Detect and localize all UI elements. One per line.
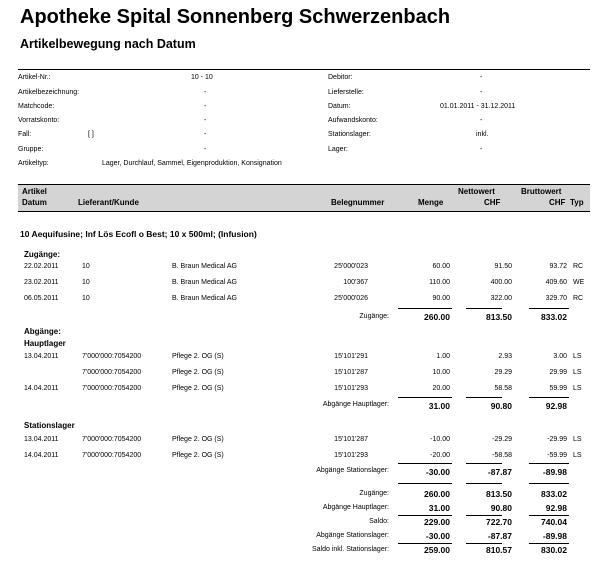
filter-value-artikelbezeichnung: -: [204, 89, 207, 96]
row-nr: 7'000'000:7054200: [82, 385, 142, 392]
total-rule: [529, 397, 569, 398]
row-kunde: B. Braun Medical AG: [172, 295, 237, 302]
row-nr: 7'000'000:7054200: [82, 436, 142, 443]
col-header-belegnummer: Belegnummer: [331, 198, 385, 207]
row-netto: 29.29: [494, 369, 512, 376]
section-stationslager: Stationslager: [24, 421, 75, 430]
total-rule: [398, 308, 452, 309]
summary-label: Abgänge Hauptlager:: [322, 504, 389, 511]
subtotal-brutto: 92.98: [545, 401, 567, 411]
summary-netto: 810.57: [486, 545, 512, 555]
summary-rule: [529, 515, 569, 516]
row-brutto: 29.99: [549, 369, 567, 376]
row-beleg: 15'101'291: [334, 353, 368, 360]
summary-menge: 31.00: [428, 503, 450, 513]
filter-value-artikel-nr: 10 - 10: [191, 74, 213, 81]
row-nr: 7'000'000:7054200: [82, 452, 142, 459]
summary-label: Zugänge:: [359, 490, 389, 497]
summary-menge: -30.00: [425, 531, 450, 541]
row-nr: 10: [82, 295, 90, 302]
row-brutto: 3.00: [553, 353, 567, 360]
summary-label: Saldo inkl. Stationslager:: [311, 546, 389, 553]
row-datum: 14.04.2011: [24, 452, 59, 459]
summary-menge: 259.00: [424, 545, 450, 555]
summary-rule: [398, 483, 452, 484]
summary-rule: [529, 483, 569, 484]
report-subtitle: Artikelbewegung nach Datum: [20, 37, 196, 51]
row-typ: LS: [573, 452, 582, 459]
row-menge: -20.00: [430, 452, 450, 459]
filter-label-artikel-nr: Artikel-Nr.:: [18, 74, 51, 81]
filter-value-lieferstelle: -: [480, 89, 483, 96]
row-beleg: 15'101'287: [334, 369, 368, 376]
total-rule: [398, 397, 452, 398]
row-brutto: -29.99: [547, 436, 567, 443]
row-menge: 20.00: [432, 385, 450, 392]
subtotal-brutto: 833.02: [541, 312, 567, 322]
row-kunde: B. Braun Medical AG: [172, 263, 237, 270]
row-menge: 60.00: [432, 263, 450, 270]
summary-brutto: 830.02: [541, 545, 567, 555]
row-beleg: 25'000'026: [334, 295, 368, 302]
filter-value-debitor: -: [480, 74, 483, 81]
header-divider: [18, 69, 590, 70]
summary-brutto: 833.02: [541, 489, 567, 499]
col-header-datum: Datum: [22, 198, 47, 207]
row-datum: 06.05.2011: [24, 295, 59, 302]
filter-label-lieferstelle: Lieferstelle:: [328, 89, 364, 96]
subtotal-brutto: -89.98: [542, 467, 567, 477]
summary-netto: -87.87: [487, 531, 512, 541]
row-menge: 110.00: [429, 279, 450, 286]
filter-value-aufwandskonto: -: [480, 117, 483, 124]
col-header-brutto-chf: CHF: [549, 198, 566, 207]
row-brutto: 59.99: [549, 385, 567, 392]
row-datum: 23.02.2011: [24, 279, 59, 286]
subtotal-label: Abgänge Hauptlager:: [322, 401, 389, 408]
total-rule: [466, 463, 502, 464]
filter-value-artikeltyp: Lager, Durchlauf, Sammel, Eigenproduktion, Konsignation: [102, 160, 282, 167]
report-title: Apotheke Spital Sonnenberg Schwerzenbach: [20, 6, 451, 28]
summary-netto: 722.70: [486, 517, 512, 527]
row-menge: 90.00: [432, 295, 450, 302]
row-typ: LS: [573, 385, 582, 392]
col-header-bruttowert: Bruttowert: [521, 187, 562, 196]
row-menge: -10.00: [430, 436, 450, 443]
filter-label-fall: Fall:: [18, 131, 32, 138]
row-netto: 91.50: [494, 263, 512, 270]
filter-label-aufwandskonto: Aufwandskonto:: [328, 117, 378, 124]
summary-rule: [398, 515, 452, 516]
total-rule: [529, 308, 569, 309]
row-beleg: 15'101'293: [334, 452, 368, 459]
filter-value-fall-checkbox: [ ]: [88, 131, 94, 138]
total-rule: [529, 463, 569, 464]
row-brutto: -59.99: [547, 452, 567, 459]
subtotal-netto: 813.50: [486, 312, 512, 322]
row-beleg: 100'367: [343, 279, 368, 286]
col-header-menge: Menge: [418, 198, 444, 207]
summary-netto: 813.50: [486, 489, 512, 499]
row-datum: 22.02.2011: [24, 263, 59, 270]
section-hauptlager: Hauptlager: [24, 339, 66, 348]
summary-menge: 229.00: [424, 517, 450, 527]
section-zugaenge: Zugänge:: [24, 250, 60, 259]
summary-rule: [466, 483, 502, 484]
subtotal-label: Abgänge Stationslager:: [316, 467, 389, 474]
row-kunde: B. Braun Medical AG: [172, 279, 237, 286]
summary-rule: [529, 543, 569, 544]
filter-value-vorratskonto: -: [204, 117, 207, 124]
row-brutto: 409.60: [545, 279, 567, 286]
row-typ: WE: [573, 279, 585, 286]
row-typ: RC: [573, 263, 584, 270]
row-typ: LS: [573, 369, 582, 376]
row-datum: 13.04.2011: [24, 353, 59, 360]
row-netto: -58.58: [492, 452, 512, 459]
filter-label-stationslager: Stationslager:: [328, 131, 371, 138]
subtotal-menge: 260.00: [424, 312, 450, 322]
filter-value-gruppe: -: [204, 146, 207, 153]
row-nr: 10: [82, 263, 90, 270]
col-header-typ: Typ: [570, 198, 584, 207]
summary-brutto: 740.04: [541, 517, 567, 527]
col-header-artikel: Artikel: [22, 187, 47, 196]
summary-menge: 260.00: [424, 489, 450, 499]
filter-value-lager: -: [480, 146, 483, 153]
summary-rule: [466, 543, 502, 544]
col-header-nettowert: Nettowert: [458, 187, 495, 196]
row-kunde: Pflege 2. OG (S): [172, 452, 224, 459]
summary-netto: 90.80: [490, 503, 512, 513]
filter-label-debitor: Debitor:: [328, 74, 353, 81]
row-typ: LS: [573, 436, 582, 443]
filter-label-lager: Lager:: [328, 146, 348, 153]
row-brutto: 329.70: [545, 295, 567, 302]
summary-rule: [398, 543, 452, 544]
filter-value-datum: 01.01.2011 - 31.12.2011: [440, 103, 516, 110]
row-kunde: Pflege 2. OG (S): [172, 436, 224, 443]
row-typ: LS: [573, 353, 582, 360]
summary-label: Abgänge Stationslager:: [316, 532, 389, 539]
filter-label-gruppe: Gruppe:: [18, 146, 44, 153]
filter-value-stationslager: inkl.: [476, 131, 489, 138]
filter-label-datum: Datum:: [328, 103, 351, 110]
row-netto: -29.29: [492, 436, 512, 443]
article-title: 10 Aequifusine; Inf Lös Ecofl o Best; 10 x 500ml; (Infusion): [20, 229, 257, 239]
total-rule: [466, 397, 502, 398]
row-brutto: 93.72: [549, 263, 567, 270]
filter-value-fall: -: [204, 131, 207, 138]
filter-label-vorratskonto: Vorratskonto:: [18, 117, 60, 124]
filter-label-matchcode: Matchcode:: [18, 103, 55, 110]
row-kunde: Pflege 2. OG (S): [172, 369, 224, 376]
summary-brutto: -89.98: [542, 531, 567, 541]
total-rule: [398, 463, 452, 464]
row-netto: 322.00: [490, 295, 512, 302]
row-beleg: 15'101'287: [334, 436, 368, 443]
row-netto: 58.58: [494, 385, 512, 392]
row-datum: 14.04.2011: [24, 385, 59, 392]
row-datum: 13.04.2011: [24, 436, 59, 443]
row-kunde: Pflege 2. OG (S): [172, 353, 224, 360]
row-typ: RC: [573, 295, 584, 302]
row-menge: 1.00: [436, 353, 450, 360]
subtotal-netto: 90.80: [490, 401, 512, 411]
summary-brutto: 92.98: [545, 503, 567, 513]
summary-label: Saldo:: [369, 518, 389, 525]
row-netto: 2.93: [498, 353, 512, 360]
col-header-netto-chf: CHF: [484, 198, 501, 207]
row-nr: 7'000'000:7054200: [82, 369, 142, 376]
filter-value-matchcode: -: [204, 103, 207, 110]
subtotal-label: Zugänge:: [359, 313, 389, 320]
total-rule: [466, 308, 502, 309]
col-header-lieferant: Lieferant/Kunde: [78, 198, 139, 207]
section-abgaenge: Abgänge:: [24, 327, 61, 336]
row-beleg: 15'101'293: [334, 385, 368, 392]
row-nr: 10: [82, 279, 90, 286]
row-menge: 10.00: [432, 369, 450, 376]
filter-label-artikeltyp: Artikeltyp:: [18, 160, 49, 167]
row-nr: 7'000'000:7054200: [82, 353, 142, 360]
row-kunde: Pflege 2. OG (S): [172, 385, 224, 392]
row-netto: 400.00: [490, 279, 512, 286]
subtotal-netto: -87.87: [487, 467, 512, 477]
subtotal-menge: 31.00: [428, 401, 450, 411]
filter-label-artikelbezeichnung: Artikelbezeichnung:: [18, 89, 80, 96]
summary-rule: [466, 515, 502, 516]
subtotal-menge: -30.00: [425, 467, 450, 477]
row-beleg: 25'000'023: [334, 263, 368, 270]
